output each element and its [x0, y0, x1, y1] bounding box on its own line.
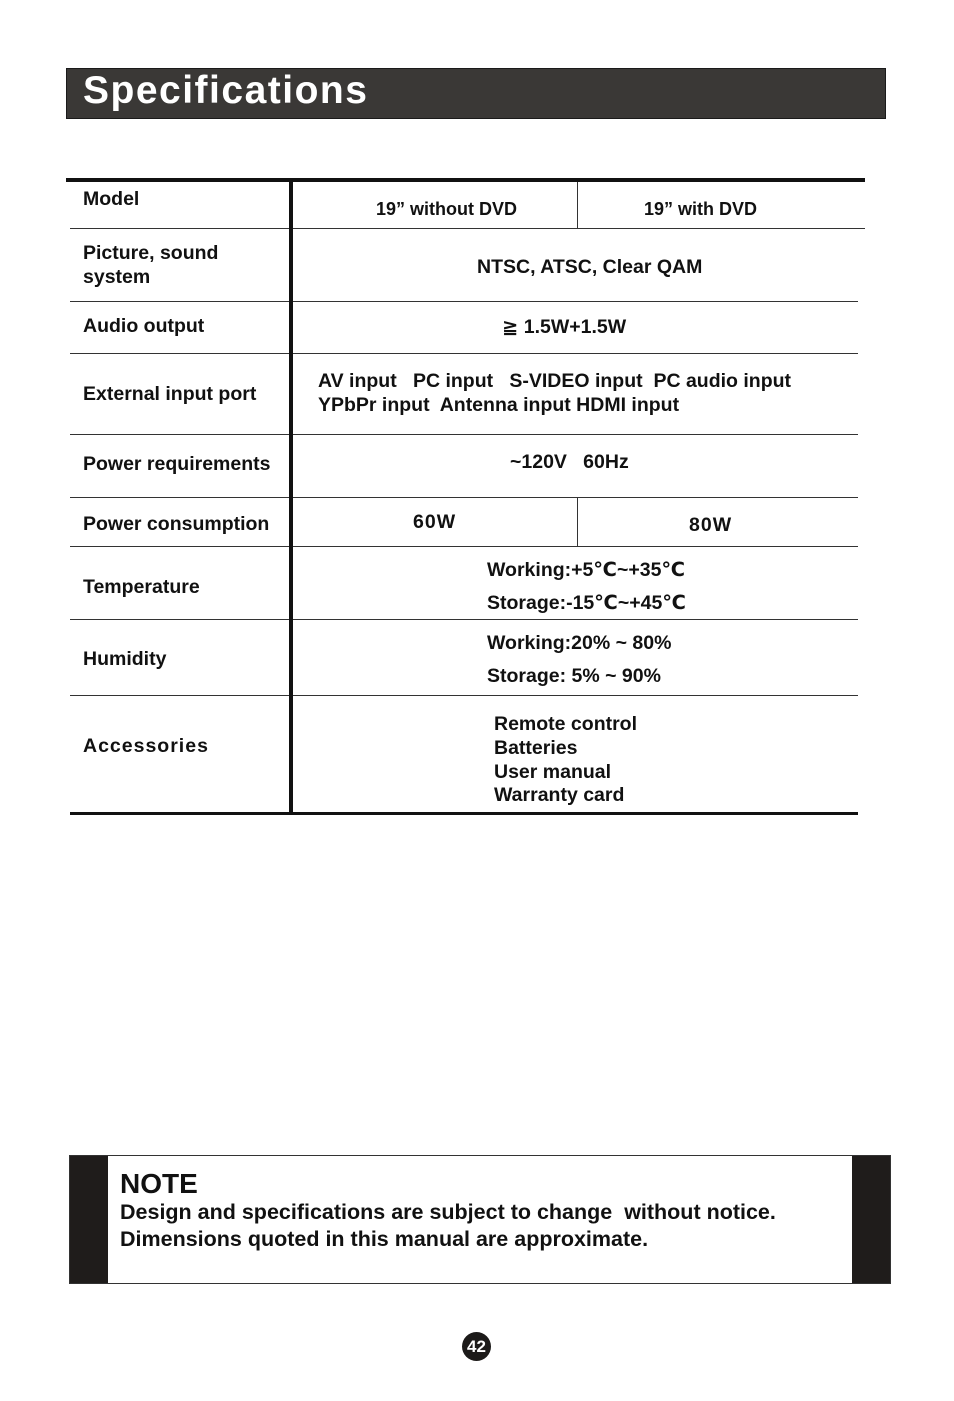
power-consumption-with-dvd: 80W — [689, 514, 733, 536]
page-title: Specifications — [83, 69, 369, 112]
row-divider — [70, 434, 858, 435]
temperature-storage: Storage:-15℃~+45℃ — [487, 592, 686, 614]
power-consumption-label: Power consumption — [83, 513, 270, 535]
page-title-bar — [66, 68, 886, 119]
note-line-1: Design and specifications are subject to change without notice. — [120, 1200, 776, 1224]
power-column-divider — [577, 497, 578, 546]
row-divider — [70, 546, 858, 547]
humidity-label: Humidity — [83, 648, 167, 670]
row-divider — [70, 301, 858, 302]
external-input-line2: YPbPr input Antenna input HDMI input — [318, 394, 680, 416]
table-bottom-rule — [70, 812, 858, 815]
power-requirements-label: Power requirements — [83, 453, 271, 475]
picture-sound-value: NTSC, ATSC, Clear QAM — [477, 256, 703, 278]
row-divider — [70, 619, 858, 620]
model-column-divider — [577, 182, 578, 228]
accessory-item: Warranty card — [494, 784, 625, 806]
humidity-storage: Storage: 5% ~ 90% — [487, 665, 661, 687]
note-box — [69, 1155, 891, 1284]
accessory-item: Batteries — [494, 737, 578, 759]
row-divider — [70, 353, 858, 354]
humidity-working: Working:20% ~ 80% — [487, 632, 672, 654]
note-left-bar — [70, 1156, 108, 1283]
accessory-item: Remote control — [494, 713, 638, 735]
picture-sound-label-line2: system — [83, 266, 151, 288]
row-divider — [70, 228, 865, 229]
row-divider — [70, 695, 858, 696]
note-line-2: Dimensions quoted in this manual are approximate. — [120, 1227, 649, 1251]
model-without-dvd: 19” without DVD — [376, 199, 518, 219]
external-input-label: External input port — [83, 383, 257, 405]
audio-output-value: ≧ 1.5W+1.5W — [502, 316, 627, 338]
external-input-line1: AV input PC input S-VIDEO input PC audio input — [318, 370, 792, 392]
model-label: Model — [83, 188, 140, 210]
model-with-dvd: 19” with DVD — [644, 199, 758, 219]
note-right-bar — [852, 1156, 890, 1283]
power-requirements-value: ~120V 60Hz — [510, 451, 629, 473]
temperature-working: Working:+5℃~+35℃ — [487, 559, 686, 581]
audio-output-label: Audio output — [83, 315, 205, 337]
accessories-label: Accessories — [83, 735, 209, 757]
accessory-item: User manual — [494, 761, 612, 783]
row-divider — [70, 497, 858, 498]
picture-sound-label-line1: Picture, sound — [83, 242, 219, 264]
table-top-rule — [66, 178, 865, 182]
power-consumption-without-dvd: 60W — [413, 511, 457, 533]
page-number-badge: 42 — [462, 1332, 491, 1361]
label-column-divider — [289, 181, 293, 814]
temperature-label: Temperature — [83, 576, 200, 598]
note-heading: NOTE — [120, 1168, 198, 1199]
